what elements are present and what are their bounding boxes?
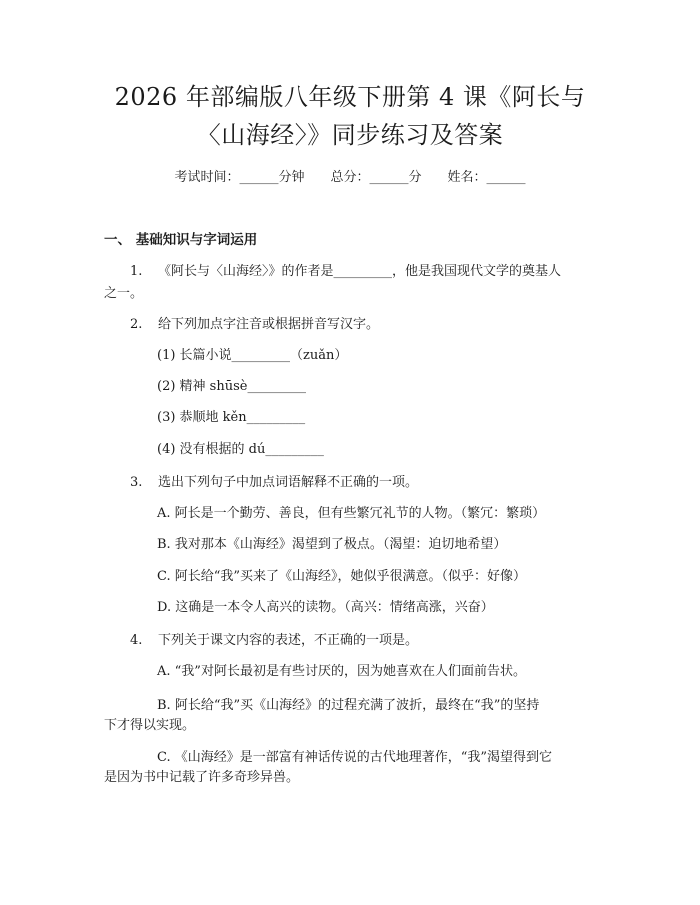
question-1-line-1: 1. 《阿长与〈山海经〉》的作者是_________，他是我国现代文学的奠基人 — [130, 260, 561, 283]
student-name: 姓名：______ — [447, 170, 526, 185]
question-2: 2. 给下列加点字注音或根据拼音写汉字。 — [130, 313, 379, 336]
question-3-option-d: D. 这确是一本令人高兴的读物。（高兴：情绪高涨，兴奋） — [157, 600, 494, 615]
question-4-option-c-line-2: 是因为书中记载了许多奇珍异兽。 — [104, 770, 300, 785]
question-4: 4. 下列关于课文内容的表述，不正确的一项是。 — [130, 629, 418, 652]
document-title — [60, 78, 640, 154]
question-2-item-1: (1) 长篇小说_________（zuǎn） — [157, 348, 348, 363]
title-line-2: 〈山海经〉》同步练习及答案 — [196, 121, 504, 149]
question-3-option-c: C. 阿长给“我”买来了《山海经》，她似乎很满意。（似乎：好像） — [157, 569, 527, 584]
question-2-item-4: (4) 没有根据的 dú_________ — [157, 442, 324, 457]
question-4-option-a: A. “我”对阿长最初是有些讨厌的，因为她喜欢在人们面前告状。 — [157, 664, 526, 679]
question-3: 3. 选出下列句子中加点词语解释不正确的一项。 — [130, 471, 418, 494]
question-number: 1. — [130, 264, 143, 279]
question-2-item-3: (3) 恭顺地 kěn_________ — [157, 410, 306, 425]
exam-score: 总分：______分 — [330, 170, 422, 185]
question-2-item-2: (2) 精神 shūsè_________ — [157, 379, 306, 394]
section-heading: 一、 基础知识与字词运用 — [104, 232, 258, 248]
question-4-option-b-line-2: 下才得以实现。 — [104, 718, 196, 733]
question-number: 4. — [130, 633, 143, 648]
question-4-option-c-line-1: C. 《山海经》是一部富有神话传说的古代地理著作，“我”渴望得到它 — [157, 750, 553, 765]
question-3-option-a: A. 阿长是一个勤劳、善良，但有些繁冗礼节的人物。（繁冗：繁琐） — [157, 506, 546, 521]
question-number: 3. — [130, 475, 143, 490]
title-line-1: 2026 年部编版八年级下册第 4 课《阿长与 — [114, 83, 586, 111]
exam-meta — [60, 168, 640, 188]
exam-time: 考试时间：______分钟 — [174, 170, 305, 185]
question-1-line-2: 之一。 — [104, 286, 144, 301]
question-4-option-b-line-1: B. 阿长给“我”买《山海经》的过程充满了波折，最终在“我”的坚持 — [157, 698, 540, 713]
question-3-option-b: B. 我对那本《山海经》渴望到了极点。（渴望：迫切地希望） — [157, 537, 507, 552]
question-number: 2. — [130, 317, 143, 332]
